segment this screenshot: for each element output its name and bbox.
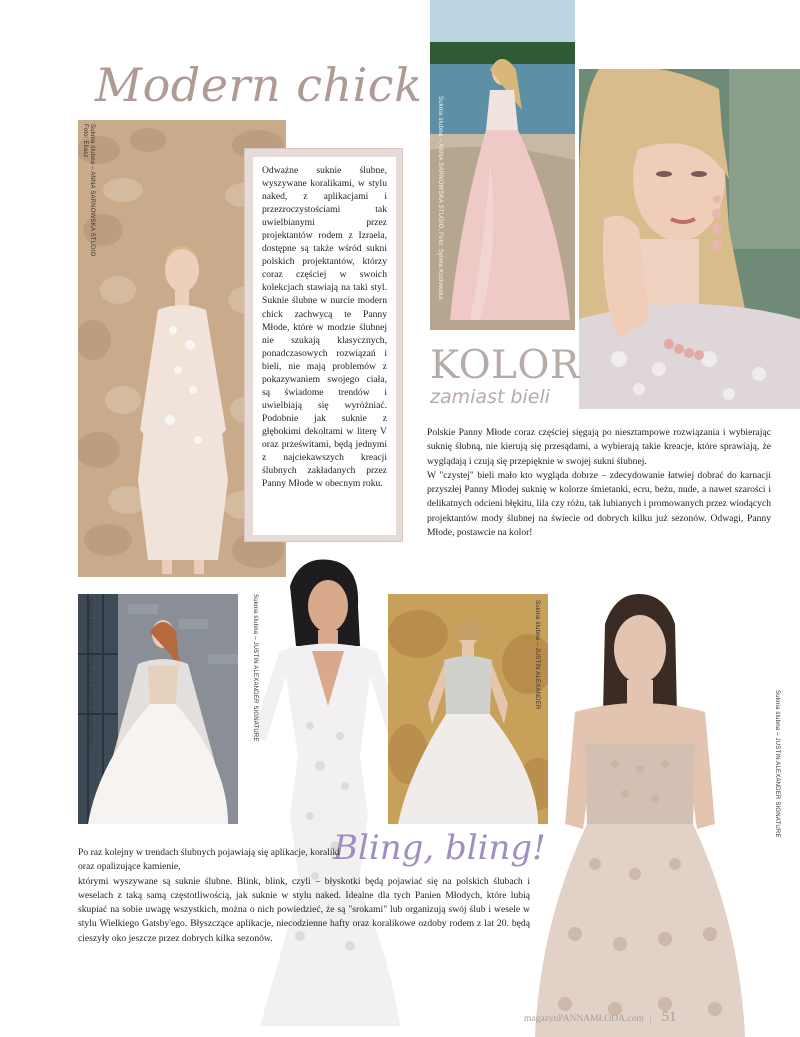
section-subtitle-zamiast-bieli: zamiast bieli	[430, 386, 551, 408]
section-title-kolor: KOLOR	[430, 343, 580, 388]
photo-beaded-strap-gown	[388, 594, 548, 824]
photo-portrait-earrings	[579, 69, 800, 409]
footer-site: magazynPANNAMŁODA.com	[524, 1014, 644, 1024]
photo-credit-1: Suknia ślubna – ANNA SARNOWSKA STUDIO Foto: Eliasz	[82, 124, 95, 257]
modern-chick-text: Odważne suknie ślubne, wyszywane koralikami, w stylu naked, z aplikacjami i przezroczystościami tak uwielbianymi przez projektantów rodem z Izraela, dostępne są także wśród sukni polskich projektantów, którzy coraz częściej w swoich kolekcjach stawiają na taki styl. Suknie ślubne w nurcie modern chick zachwycą te Panny Młode, które w modzie ślubnej nie szukają klasycznych, ponadczasowych rozwiązań i bieli, nie mają problemów z pokazywaniem swojego ciała, są świadome trendów i uwielbiają się wyróżniać. Podobnie jak suknie z głębokimi dekoltami w literę V oraz prześwitami, będą jednymi z najciekawszych kreacji ślubnych zakładanych przez Panny Młode w obecnym roku.	[253, 157, 396, 535]
photo-credit-7: Suknia ślubna – JUSTIN ALEXANDER SIGNATURE	[774, 690, 780, 838]
photo-credit-5: Suknia ślubna – JUSTIN ALEXANDER SIGNATURE	[252, 594, 258, 742]
section-title-modern-chick: Modern chick	[95, 58, 423, 112]
modern-chick-text-box	[244, 148, 403, 542]
photo-pink-tulle-dress-lake	[430, 0, 575, 330]
photo-lace-mermaid-gown	[240, 556, 410, 1026]
bling-text	[78, 846, 530, 946]
photo-credit-4: Suknia ślubna – JUSTIN ALEXANDER SIGNATURE	[86, 598, 92, 746]
kolor-text	[427, 426, 771, 540]
photo-strapless-embroidered-gown	[525, 594, 755, 1037]
kolor-paragraph-2: W "czystej" bieli mało kto wygląda dobrze – zdecydowanie łatwiej dobrać do karnacji przyszłej Panny Młodej suknię w kolorze śmietanki, ecru, beżu, nude, a nawet szarości i delikatnych odcieni błękitu, lila czy różu, tak lubianych i promowanych przez wiodących projektantów mody ślubnej na świecie od dobrych kilku już sezonów. Odwagi, Panny Młode, postawcie na kolor!	[427, 469, 771, 539]
photo-credit-2: Suknia ślubna – ANNA SARNOWSKA STUDIO, Foto: Sylwia Kozłowska	[437, 96, 443, 300]
section-title-bling-bling: Bling, bling!	[333, 828, 546, 868]
photo-ball-gown-veil	[78, 594, 238, 824]
page-number: 51	[661, 1009, 677, 1025]
footer-divider: |	[649, 1014, 652, 1024]
page-footer	[524, 1009, 677, 1026]
kolor-paragraph-1: Polskie Panny Młode coraz częściej sięgają po niesztampowe rozwiązania i wybierając suknię ślubną, nie kierują się przesądami, a wybierają takie kreacje, które sprawiają, że wyglądają i czują się przepięknie w swojej sukni ślubnej.	[427, 427, 771, 467]
bling-text-body: którymi wyszywane są suknie ślubne. Blink, blink, czyli – błyskotki będą pojawiać się na polskich ślubach i weselach z taką samą częstotliwością, jak suknie w stylu naked. Idealne dla tych Panien Młodych, które lubią skupiać na sobie uwagę wszystkich, można o nich powiedzieć, że są "srokami" lub organizują swój ślub i wesele w stylu Wielkiego Gatsby'ego. Błyszczące aplikacje, niecodzienne hafty oraz koralikowe ozdoby rodem z lat 20. będą cieszyły oko jeszcze przez dobrych kilka sezonów.	[78, 875, 530, 944]
photo-credit-6: Suknia ślubna – JUSTIN ALEXANDER	[534, 600, 540, 710]
bling-text-lead: Po raz kolejny w trendach ślubnych pojawiają się aplikacje, koraliki oraz opalizujące kamienie,	[78, 847, 340, 873]
